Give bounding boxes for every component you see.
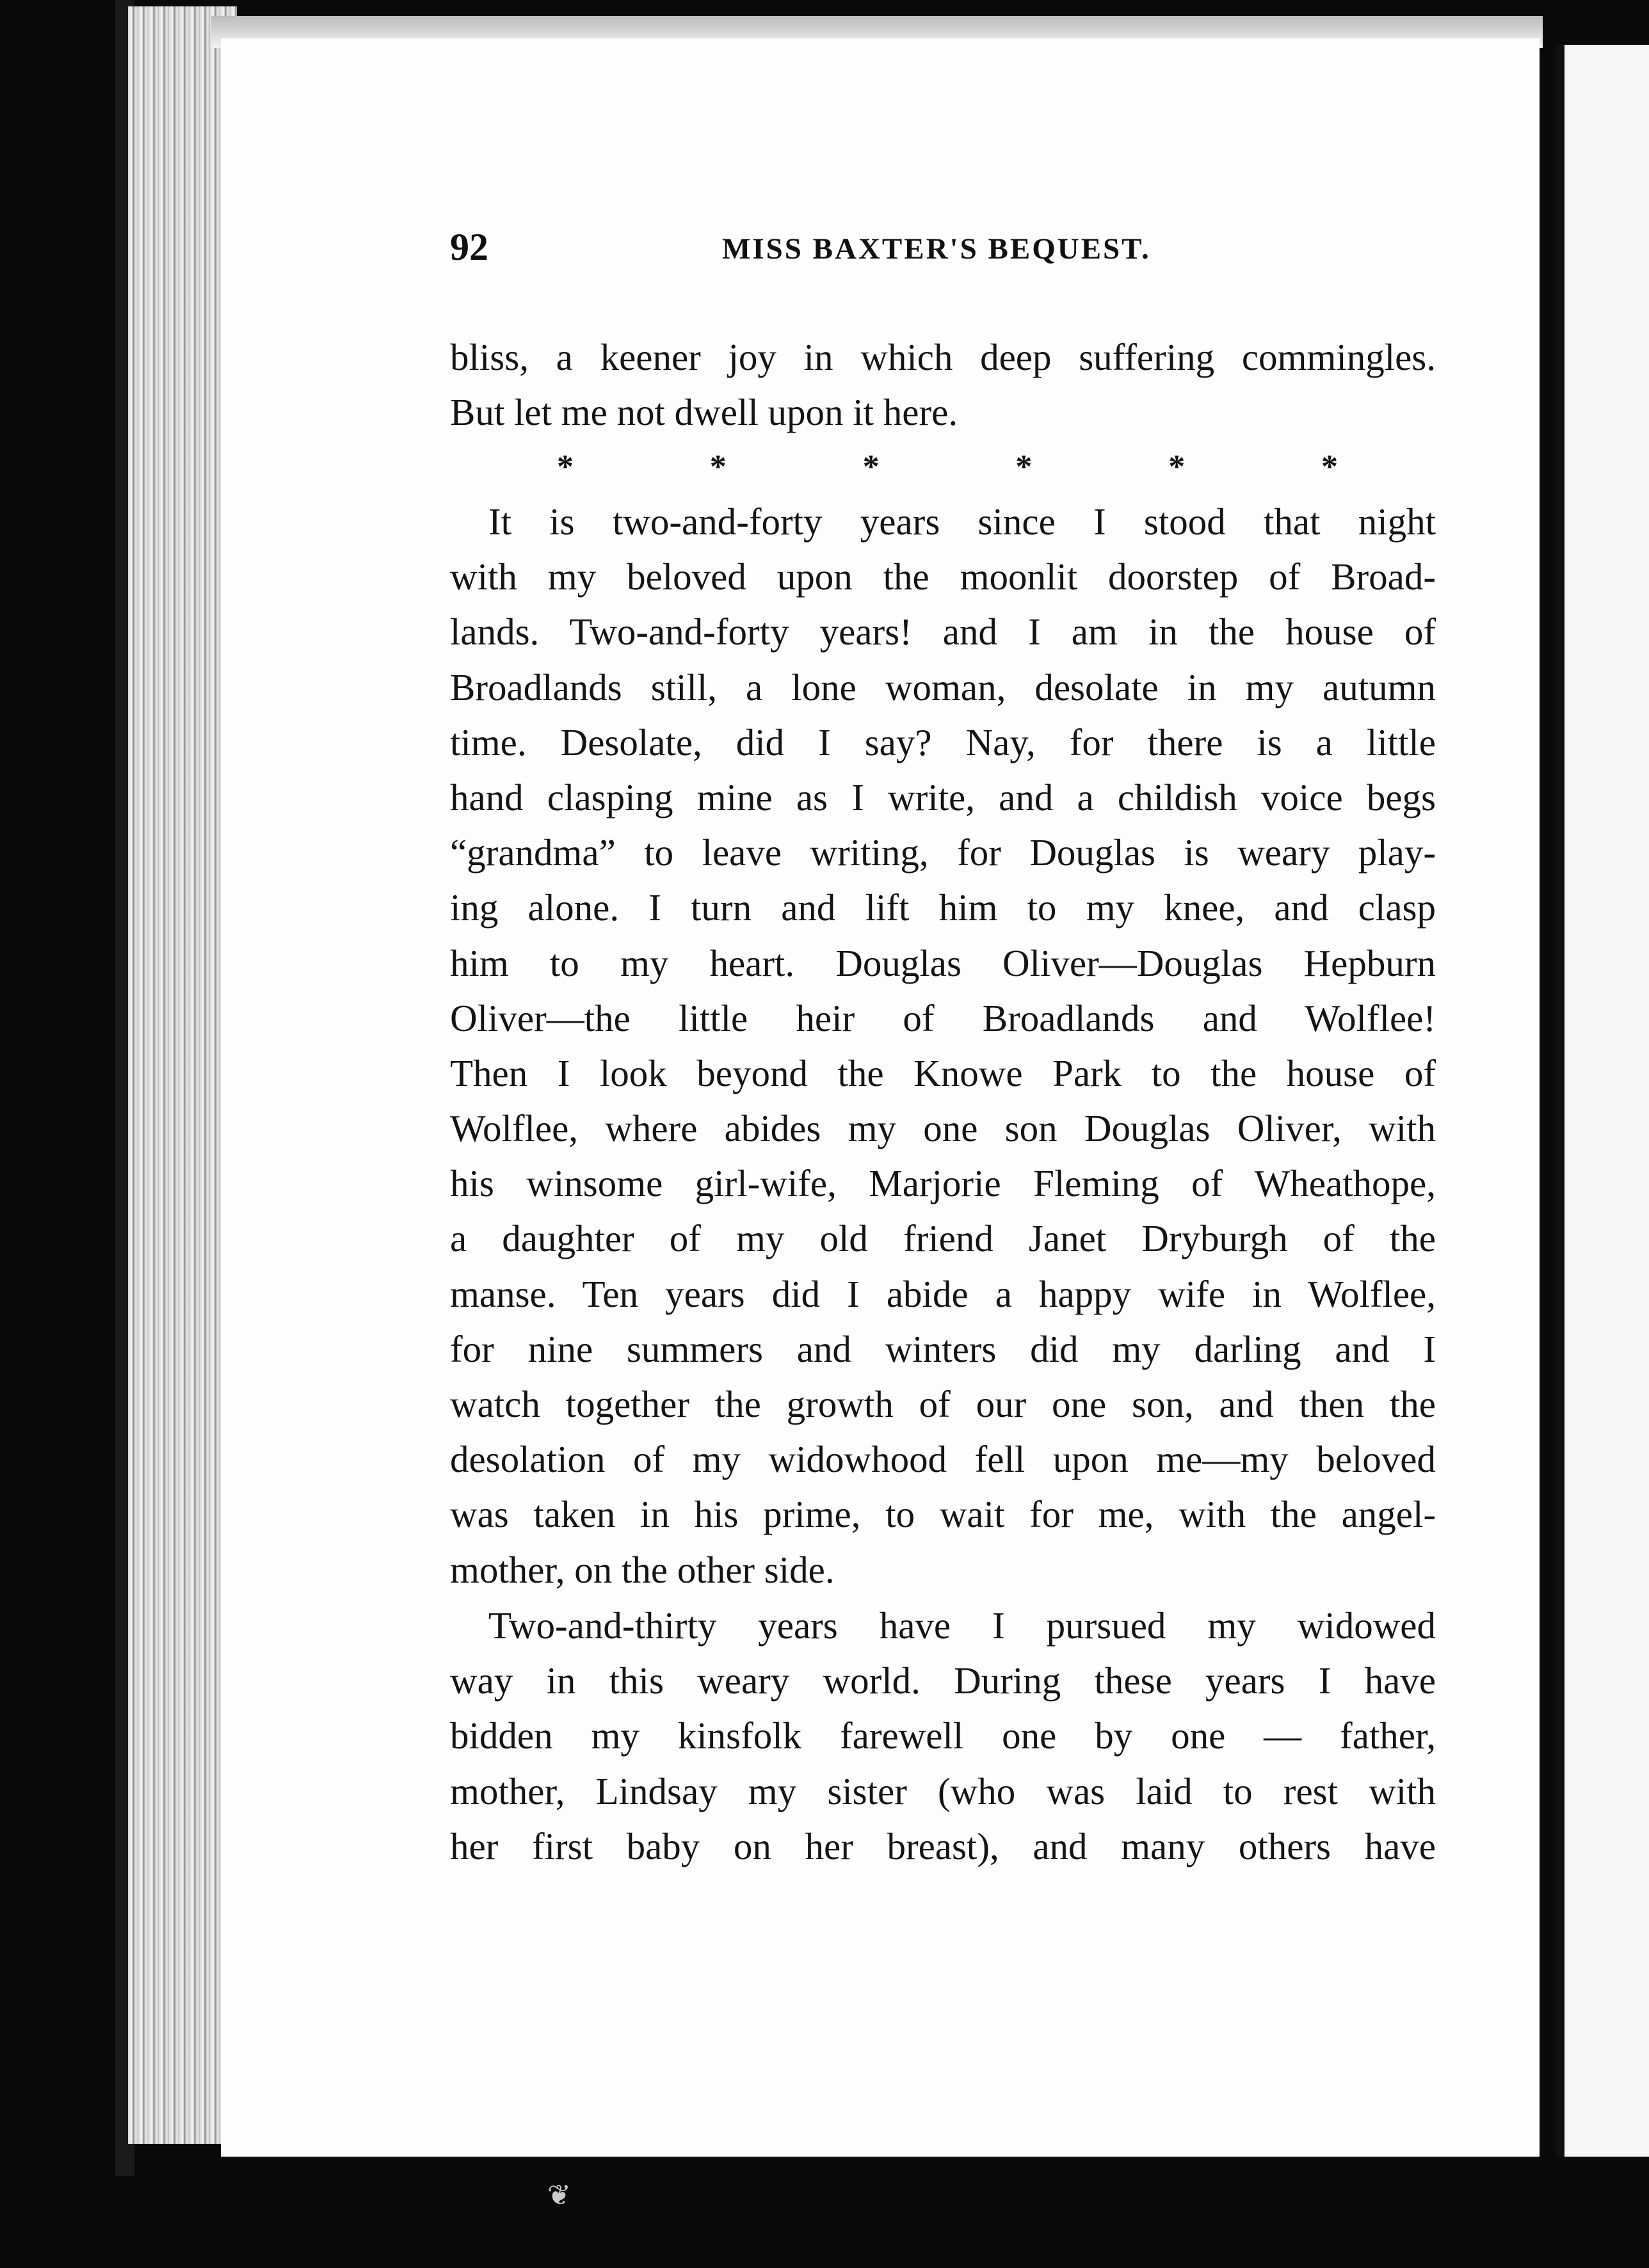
text-line: manse. Ten years did I abide a happy wife in Wolflee, xyxy=(450,1272,1436,1315)
section-break-star: * xyxy=(862,449,880,485)
section-break-star: * xyxy=(1168,449,1186,485)
section-break-star: * xyxy=(1321,449,1338,485)
section-break-star: * xyxy=(557,449,574,485)
text-line: ing alone. I turn and lift him to my knee, and clasp xyxy=(450,886,1436,929)
text-line: with my beloved upon the moonlit doorstep of Broad- xyxy=(450,555,1436,598)
text-line: Two-and-thirty years have I pursued my widowed xyxy=(488,1604,1436,1647)
text-line: was taken in his prime, to wait for me, with the angel- xyxy=(450,1493,1436,1536)
text-line: mother, Lindsay my sister (who was laid to rest with xyxy=(450,1769,1436,1812)
section-break xyxy=(557,448,1338,486)
running-header xyxy=(450,225,1167,283)
paragraph-3 xyxy=(450,1598,1436,1874)
text-line: Wolflee, where abides my one son Douglas Oliver, with xyxy=(450,1107,1436,1150)
section-break-star: * xyxy=(1015,449,1033,485)
section-break-star: * xyxy=(709,449,727,485)
text-line: way in this weary world. During these years I have xyxy=(450,1659,1436,1702)
text-line: bidden my kinsfolk farewell one by one — father, xyxy=(450,1714,1436,1757)
text-line: his winsome girl-wife, Marjorie Fleming of Wheathope, xyxy=(450,1162,1436,1205)
text-line: him to my heart. Douglas Oliver—Douglas Hepburn xyxy=(450,941,1436,984)
paragraph-2 xyxy=(450,494,1436,1597)
facing-page-edge xyxy=(1556,45,1649,2157)
text-line: bliss, a keener joy in which deep suffering commingles. xyxy=(450,336,1436,378)
text-line: Broadlands still, a lone woman, desolate in my autumn xyxy=(450,666,1436,708)
page-number: 92 xyxy=(450,226,488,268)
text-line: her first baby on her breast), and many others have xyxy=(450,1825,1436,1867)
text-line: But let me not dwell upon it here. xyxy=(450,391,958,434)
text-line: for nine summers and winters did my darling and I xyxy=(450,1327,1436,1370)
paragraph-1 xyxy=(450,330,1436,440)
ornament-icon: ❦ xyxy=(547,2180,571,2211)
text-line: watch together the growth of our one son, and then the xyxy=(450,1383,1436,1425)
text-line: desolation of my widowhood fell upon me—my beloved xyxy=(450,1438,1436,1481)
running-title: MISS BAXTER'S BEQUEST. xyxy=(722,232,1151,266)
text-line: It is two-and-forty years since I stood that night xyxy=(488,500,1436,543)
text-line: Oliver—the little heir of Broadlands and Wolflee! xyxy=(450,996,1436,1039)
text-line: Then I look beyond the Knowe Park to the house of xyxy=(450,1051,1436,1094)
text-line: “grandma” to leave writing, for Douglas is weary play- xyxy=(450,831,1436,874)
text-line: lands. Two-and-forty years! and I am in the house of xyxy=(450,611,1436,653)
text-line: time. Desolate, did I say? Nay, for there is a little xyxy=(450,721,1436,763)
text-line: hand clasping mine as I write, and a childish voice begs xyxy=(450,776,1436,819)
text-line: mother, on the other side. xyxy=(450,1548,835,1591)
text-line: a daughter of my old friend Janet Dryburgh of the xyxy=(450,1217,1436,1260)
